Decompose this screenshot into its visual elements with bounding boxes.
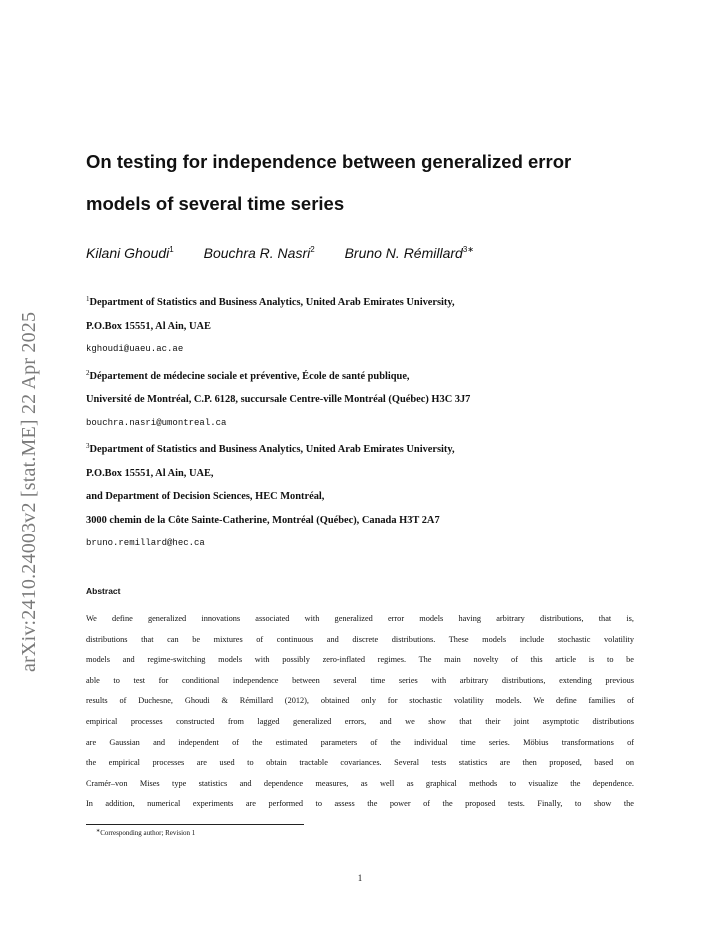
affiliation-mark: 1 [86,295,90,303]
abstract-line: the empirical processes are used to obtain tractable covariances. Several tests statistics are then proposed, based on [86,758,634,768]
author-list [86,245,500,261]
author-name: Kilani Ghoudi [86,245,170,261]
author-name: Bouchra R. Nasri [203,245,311,261]
abstract-line: models and regime-switching models with possibly zero-inflated regimes. The main novelty of this article is to be [86,655,634,665]
footnote-rule [86,824,304,825]
affiliation-line: $^1$Department of Statistics and Business Analytics, United Arab Emirates University, [86,295,455,308]
affiliation-mark: 3 [86,442,90,450]
arxiv-watermark: arXiv:2410.24003v2 [stat.ME] 22 Apr 2025 [18,311,40,672]
abstract-heading: Abstract [86,586,121,596]
affiliations [86,288,646,556]
abstract-line: are Gaussian and independent of the estimated parameters of the individual time series. Möbius transformations of [86,737,634,747]
title-line: On testing for independence between generalized error [86,151,572,172]
author [204,245,315,261]
author-mark: 3∗ [462,245,474,254]
affiliation-line: $^2$Département de médecine sociale et préventive, École de santé publique, [86,368,410,382]
affiliation-mark: 2 [86,368,90,377]
abstract-line: We define generalized innovations associated with generalized error models having arbitrary distributions, that is, [86,614,634,623]
abstract-line: able to test for conditional independence between several time series with arbitrary distributions, extending previous [86,675,634,685]
abstract-line: results of Duchesne, Ghoudi & Rémillard (2012), obtained only for stochastic volatility models. We define families of [86,696,634,706]
affiliation-line: P.O.Box 15551, Al Ain, UAE [86,320,211,332]
footnote-text: Corresponding author; Revision 1 [100,829,196,837]
author-name: Bruno N. Rémillard [344,245,463,261]
author-mark: 2 [310,245,315,254]
abstract-line: Cramér–von Mises type statistics and dependence measures, as well as graphical methods to visualize the dependence. [86,778,634,788]
author [345,245,474,261]
abstract-body [86,609,634,815]
page-number: 1 [357,873,363,883]
abstract-line: empirical processes constructed from lagged generalized errors, and we show that their joint asymptotic distributions [86,716,634,726]
abstract-line: distributions that can be mixtures of continuous and discrete distributions. These models include stochastic volatility [86,634,634,644]
affiliation-line: P.O.Box 15551, Al Ain, UAE, [86,467,214,479]
abstract-line: In addition, numerical experiments are performed to assess the power of the proposed tests. Finally, to show the [86,799,634,809]
affiliation-line: $^3$Department of Statistics and Business Analytics, United Arab Emirates University, [86,442,455,455]
email-link[interactable]: kghoudi@uaeu.ac.ae [86,344,184,354]
paper-title [86,141,646,225]
email-link[interactable]: bruno.remillard@hec.ca [86,538,205,548]
email-link[interactable]: bouchra.nasri@umontreal.ca [86,417,227,428]
footnote [96,828,195,837]
footnote-mark: ∗ [96,829,101,834]
affiliation-line: Université de Montréal, C.P. 6128, succursale Centre-ville Montréal (Québec) H3C 3J7 [86,394,471,405]
author-mark: 1 [169,245,174,254]
affiliation-line: and Department of Decision Sciences, HEC Montréal, [86,491,325,502]
title-line: models of several time series [86,193,345,214]
author [86,245,174,261]
affiliation-line: 3000 chemin de la Côte Sainte-Catherine, Montréal (Québec), Canada H3T 2A7 [86,514,440,526]
